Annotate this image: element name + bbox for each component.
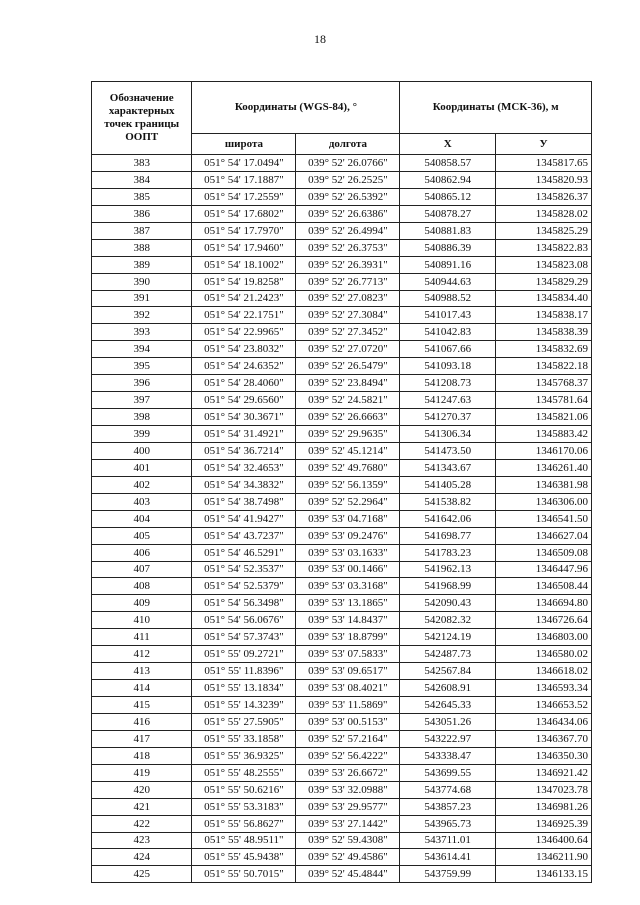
longitude-cell: 039° 52' 27.0823" (296, 290, 400, 307)
x-cell: 541538.82 (400, 493, 496, 510)
table-row (92, 155, 592, 172)
y-cell: 1346381.98 (496, 476, 592, 493)
x-cell: 543614.41 (400, 849, 496, 866)
table-row (92, 730, 592, 747)
longitude-cell: 039° 52' 56.4222" (296, 747, 400, 764)
x-cell: 542082.32 (400, 612, 496, 629)
x-cell: 540886.39 (400, 239, 496, 256)
table-row (92, 612, 592, 629)
point-id-cell: 423 (92, 832, 192, 849)
latitude-cell: 051° 54' 38.7498" (192, 493, 296, 510)
longitude-cell: 039° 52' 23.8494" (296, 375, 400, 392)
y-cell: 1346593.34 (496, 680, 592, 697)
point-id-cell: 400 (92, 442, 192, 459)
point-id-cell: 416 (92, 713, 192, 730)
latitude-cell: 051° 55' 11.8396" (192, 663, 296, 680)
longitude-cell: 039° 52' 57.2164" (296, 730, 400, 747)
longitude-cell: 039° 52' 27.3452" (296, 324, 400, 341)
latitude-cell: 051° 54' 17.7970" (192, 222, 296, 239)
y-cell: 1346170.06 (496, 442, 592, 459)
y-cell: 1346921.42 (496, 764, 592, 781)
table-row (92, 527, 592, 544)
longitude-cell: 039° 53' 00.5153" (296, 713, 400, 730)
table-row (92, 341, 592, 358)
table-row (92, 798, 592, 815)
table-row (92, 680, 592, 697)
point-id-cell: 392 (92, 307, 192, 324)
x-cell: 541642.06 (400, 510, 496, 527)
y-cell: 1345822.83 (496, 239, 592, 256)
longitude-cell: 039° 52' 24.5821" (296, 392, 400, 409)
latitude-cell: 051° 54' 21.2423" (192, 290, 296, 307)
latitude-cell: 051° 54' 31.4921" (192, 426, 296, 443)
y-cell: 1345832.69 (496, 341, 592, 358)
table-row (92, 510, 592, 527)
point-id-cell: 418 (92, 747, 192, 764)
longitude-cell: 039° 53' 29.9577" (296, 798, 400, 815)
table-row (92, 849, 592, 866)
point-id-cell: 383 (92, 155, 192, 172)
header-y: У (496, 133, 592, 154)
latitude-cell: 051° 55' 36.9325" (192, 747, 296, 764)
point-id-cell: 394 (92, 341, 192, 358)
x-cell: 542487.73 (400, 646, 496, 663)
x-cell: 541247.63 (400, 392, 496, 409)
point-id-cell: 425 (92, 866, 192, 883)
latitude-cell: 051° 54' 22.9965" (192, 324, 296, 341)
longitude-cell: 039° 53' 13.1865" (296, 595, 400, 612)
x-cell: 543774.68 (400, 781, 496, 798)
latitude-cell: 051° 55' 50.7015" (192, 866, 296, 883)
table-row (92, 544, 592, 561)
x-cell: 541968.99 (400, 578, 496, 595)
x-cell: 541208.73 (400, 375, 496, 392)
point-id-cell: 413 (92, 663, 192, 680)
latitude-cell: 051° 54' 17.1887" (192, 171, 296, 188)
longitude-cell: 039° 52' 29.9635" (296, 426, 400, 443)
longitude-cell: 039° 53' 18.8799" (296, 629, 400, 646)
latitude-cell: 051° 54' 17.0494" (192, 155, 296, 172)
x-cell: 541017.43 (400, 307, 496, 324)
x-cell: 540944.63 (400, 273, 496, 290)
point-id-cell: 419 (92, 764, 192, 781)
point-id-cell: 385 (92, 188, 192, 205)
point-id-cell: 410 (92, 612, 192, 629)
table-row (92, 358, 592, 375)
table-row (92, 239, 592, 256)
longitude-cell: 039° 52' 27.0720" (296, 341, 400, 358)
table-row (92, 646, 592, 663)
table-row (92, 578, 592, 595)
point-id-cell: 389 (92, 256, 192, 273)
latitude-cell: 051° 54' 52.3537" (192, 561, 296, 578)
point-id-cell: 391 (92, 290, 192, 307)
latitude-cell: 051° 55' 48.9511" (192, 832, 296, 849)
point-id-cell: 396 (92, 375, 192, 392)
x-cell: 543759.99 (400, 866, 496, 883)
longitude-cell: 039° 52' 27.3084" (296, 307, 400, 324)
x-cell: 542645.33 (400, 697, 496, 714)
y-cell: 1345829.29 (496, 273, 592, 290)
point-id-cell: 409 (92, 595, 192, 612)
x-cell: 540881.83 (400, 222, 496, 239)
longitude-cell: 039° 52' 59.4308" (296, 832, 400, 849)
table-row (92, 476, 592, 493)
header-point-designation: Обозначение характерных точек границы ООПТ (92, 82, 192, 155)
y-cell: 1347023.78 (496, 781, 592, 798)
y-cell: 1346434.06 (496, 713, 592, 730)
latitude-cell: 051° 54' 30.3671" (192, 409, 296, 426)
longitude-cell: 039° 52' 26.3753" (296, 239, 400, 256)
latitude-cell: 051° 54' 46.5291" (192, 544, 296, 561)
longitude-cell: 039° 52' 26.5392" (296, 188, 400, 205)
table-row (92, 324, 592, 341)
point-id-cell: 404 (92, 510, 192, 527)
latitude-cell: 051° 54' 36.7214" (192, 442, 296, 459)
x-cell: 543051.26 (400, 713, 496, 730)
latitude-cell: 051° 55' 13.1834" (192, 680, 296, 697)
latitude-cell: 051° 54' 18.1002" (192, 256, 296, 273)
point-id-cell: 388 (92, 239, 192, 256)
latitude-cell: 051° 54' 41.9427" (192, 510, 296, 527)
x-cell: 542124.19 (400, 629, 496, 646)
header-latitude: широта (192, 133, 296, 154)
y-cell: 1345825.29 (496, 222, 592, 239)
longitude-cell: 039° 53' 03.3168" (296, 578, 400, 595)
x-cell: 541270.37 (400, 409, 496, 426)
y-cell: 1345817.65 (496, 155, 592, 172)
y-cell: 1346653.52 (496, 697, 592, 714)
x-cell: 540878.27 (400, 205, 496, 222)
y-cell: 1345838.39 (496, 324, 592, 341)
table-row (92, 561, 592, 578)
y-cell: 1346618.02 (496, 663, 592, 680)
point-id-cell: 390 (92, 273, 192, 290)
latitude-cell: 051° 54' 17.9460" (192, 239, 296, 256)
x-cell: 541042.83 (400, 324, 496, 341)
x-cell: 541067.66 (400, 341, 496, 358)
longitude-cell: 039° 53' 09.6517" (296, 663, 400, 680)
table-row (92, 222, 592, 239)
x-cell: 541962.13 (400, 561, 496, 578)
x-cell: 541473.50 (400, 442, 496, 459)
y-cell: 1345838.17 (496, 307, 592, 324)
table-row (92, 205, 592, 222)
longitude-cell: 039° 52' 26.3931" (296, 256, 400, 273)
y-cell: 1346400.64 (496, 832, 592, 849)
y-cell: 1346211.90 (496, 849, 592, 866)
x-cell: 543338.47 (400, 747, 496, 764)
x-cell: 542567.84 (400, 663, 496, 680)
longitude-cell: 039° 53' 14.8437" (296, 612, 400, 629)
table-row (92, 781, 592, 798)
point-id-cell: 403 (92, 493, 192, 510)
latitude-cell: 051° 55' 14.3239" (192, 697, 296, 714)
point-id-cell: 414 (92, 680, 192, 697)
header-x: X (400, 133, 496, 154)
latitude-cell: 051° 54' 32.4653" (192, 459, 296, 476)
latitude-cell: 051° 55' 09.2721" (192, 646, 296, 663)
longitude-cell: 039° 53' 00.1466" (296, 561, 400, 578)
y-cell: 1346726.64 (496, 612, 592, 629)
longitude-cell: 039° 52' 26.7713" (296, 273, 400, 290)
table-row (92, 171, 592, 188)
longitude-cell: 039° 52' 45.1214" (296, 442, 400, 459)
latitude-cell: 051° 55' 56.8627" (192, 815, 296, 832)
longitude-cell: 039° 53' 09.2476" (296, 527, 400, 544)
x-cell: 540891.16 (400, 256, 496, 273)
latitude-cell: 051° 54' 19.8258" (192, 273, 296, 290)
table-row (92, 426, 592, 443)
point-id-cell: 422 (92, 815, 192, 832)
longitude-cell: 039° 52' 26.6386" (296, 205, 400, 222)
x-cell: 542608.91 (400, 680, 496, 697)
latitude-cell: 051° 54' 57.3743" (192, 629, 296, 646)
x-cell: 541698.77 (400, 527, 496, 544)
longitude-cell: 039° 53' 04.7168" (296, 510, 400, 527)
latitude-cell: 051° 54' 29.6560" (192, 392, 296, 409)
y-cell: 1345826.37 (496, 188, 592, 205)
latitude-cell: 051° 54' 43.7237" (192, 527, 296, 544)
y-cell: 1346580.02 (496, 646, 592, 663)
table-row (92, 713, 592, 730)
y-cell: 1346925.39 (496, 815, 592, 832)
table-row (92, 832, 592, 849)
longitude-cell: 039° 53' 26.6672" (296, 764, 400, 781)
y-cell: 1346447.96 (496, 561, 592, 578)
y-cell: 1345821.06 (496, 409, 592, 426)
x-cell: 540862.94 (400, 171, 496, 188)
latitude-cell: 051° 55' 53.3183" (192, 798, 296, 815)
page-number: 18 (314, 32, 326, 46)
table-row (92, 307, 592, 324)
longitude-cell: 039° 53' 11.5869" (296, 697, 400, 714)
y-cell: 1345820.93 (496, 171, 592, 188)
longitude-cell: 039° 52' 26.0766" (296, 155, 400, 172)
y-cell: 1345768.37 (496, 375, 592, 392)
point-id-cell: 408 (92, 578, 192, 595)
x-cell: 541093.18 (400, 358, 496, 375)
table-row (92, 595, 592, 612)
latitude-cell: 051° 54' 24.6352" (192, 358, 296, 375)
point-id-cell: 393 (92, 324, 192, 341)
point-id-cell: 424 (92, 849, 192, 866)
y-cell: 1346306.00 (496, 493, 592, 510)
table-row (92, 290, 592, 307)
x-cell: 542090.43 (400, 595, 496, 612)
table-row (92, 256, 592, 273)
coordinates-table (91, 81, 592, 883)
latitude-cell: 051° 54' 34.3832" (192, 476, 296, 493)
y-cell: 1346261.40 (496, 459, 592, 476)
table-row (92, 697, 592, 714)
table-row (92, 409, 592, 426)
y-cell: 1346133.15 (496, 866, 592, 883)
latitude-cell: 051° 55' 45.9438" (192, 849, 296, 866)
table-row (92, 866, 592, 883)
longitude-cell: 039° 52' 49.4586" (296, 849, 400, 866)
x-cell: 540858.57 (400, 155, 496, 172)
latitude-cell: 051° 54' 17.6802" (192, 205, 296, 222)
x-cell: 543965.73 (400, 815, 496, 832)
longitude-cell: 039° 52' 26.6663" (296, 409, 400, 426)
x-cell: 543711.01 (400, 832, 496, 849)
y-cell: 1345822.18 (496, 358, 592, 375)
x-cell: 540988.52 (400, 290, 496, 307)
x-cell: 541306.34 (400, 426, 496, 443)
y-cell: 1346541.50 (496, 510, 592, 527)
table-row (92, 629, 592, 646)
latitude-cell: 051° 54' 22.1751" (192, 307, 296, 324)
longitude-cell: 039° 52' 52.2964" (296, 493, 400, 510)
table-row (92, 764, 592, 781)
point-id-cell: 398 (92, 409, 192, 426)
table-row (92, 442, 592, 459)
latitude-cell: 051° 55' 27.5905" (192, 713, 296, 730)
point-id-cell: 415 (92, 697, 192, 714)
longitude-cell: 039° 52' 26.4994" (296, 222, 400, 239)
y-cell: 1345781.64 (496, 392, 592, 409)
point-id-cell: 387 (92, 222, 192, 239)
y-cell: 1346627.04 (496, 527, 592, 544)
point-id-cell: 386 (92, 205, 192, 222)
header-longitude: долгота (296, 133, 400, 154)
latitude-cell: 051° 55' 50.6216" (192, 781, 296, 798)
longitude-cell: 039° 53' 08.4021" (296, 680, 400, 697)
y-cell: 1346367.70 (496, 730, 592, 747)
y-cell: 1346509.08 (496, 544, 592, 561)
longitude-cell: 039° 52' 26.2525" (296, 171, 400, 188)
point-id-cell: 417 (92, 730, 192, 747)
y-cell: 1346803.00 (496, 629, 592, 646)
point-id-cell: 384 (92, 171, 192, 188)
y-cell: 1345834.40 (496, 290, 592, 307)
y-cell: 1345823.08 (496, 256, 592, 273)
latitude-cell: 051° 54' 56.3498" (192, 595, 296, 612)
table-row (92, 493, 592, 510)
point-id-cell: 420 (92, 781, 192, 798)
point-id-cell: 401 (92, 459, 192, 476)
point-id-cell: 412 (92, 646, 192, 663)
table-row (92, 273, 592, 290)
table-row (92, 663, 592, 680)
latitude-cell: 051° 54' 23.8032" (192, 341, 296, 358)
header-msk36: Координаты (МСК-36), м (400, 82, 592, 134)
point-id-cell: 421 (92, 798, 192, 815)
longitude-cell: 039° 53' 07.5833" (296, 646, 400, 663)
latitude-cell: 051° 54' 28.4060" (192, 375, 296, 392)
longitude-cell: 039° 53' 03.1633" (296, 544, 400, 561)
point-id-cell: 402 (92, 476, 192, 493)
x-cell: 540865.12 (400, 188, 496, 205)
table-row (92, 392, 592, 409)
table-body (92, 155, 592, 883)
table-row (92, 375, 592, 392)
y-cell: 1346350.30 (496, 747, 592, 764)
latitude-cell: 051° 54' 52.5379" (192, 578, 296, 595)
point-id-cell: 397 (92, 392, 192, 409)
longitude-cell: 039° 52' 26.5479" (296, 358, 400, 375)
point-id-cell: 406 (92, 544, 192, 561)
longitude-cell: 039° 52' 45.4844" (296, 866, 400, 883)
latitude-cell: 051° 55' 33.1858" (192, 730, 296, 747)
longitude-cell: 039° 52' 56.1359" (296, 476, 400, 493)
longitude-cell: 039° 53' 32.0988" (296, 781, 400, 798)
x-cell: 541405.28 (400, 476, 496, 493)
y-cell: 1345828.02 (496, 205, 592, 222)
point-id-cell: 407 (92, 561, 192, 578)
y-cell: 1346981.26 (496, 798, 592, 815)
x-cell: 543222.97 (400, 730, 496, 747)
header-wgs84: Координаты (WGS-84), ° (192, 82, 400, 134)
x-cell: 543857.23 (400, 798, 496, 815)
point-id-cell: 405 (92, 527, 192, 544)
y-cell: 1346694.80 (496, 595, 592, 612)
point-id-cell: 395 (92, 358, 192, 375)
latitude-cell: 051° 54' 56.0676" (192, 612, 296, 629)
point-id-cell: 411 (92, 629, 192, 646)
point-id-cell: 399 (92, 426, 192, 443)
y-cell: 1345883.42 (496, 426, 592, 443)
table-row (92, 815, 592, 832)
x-cell: 541783.23 (400, 544, 496, 561)
longitude-cell: 039° 53' 27.1442" (296, 815, 400, 832)
latitude-cell: 051° 55' 48.2555" (192, 764, 296, 781)
table-row (92, 747, 592, 764)
x-cell: 541343.67 (400, 459, 496, 476)
latitude-cell: 051° 54' 17.2559" (192, 188, 296, 205)
table-row (92, 188, 592, 205)
table-row (92, 459, 592, 476)
longitude-cell: 039° 52' 49.7680" (296, 459, 400, 476)
x-cell: 543699.55 (400, 764, 496, 781)
y-cell: 1346508.44 (496, 578, 592, 595)
